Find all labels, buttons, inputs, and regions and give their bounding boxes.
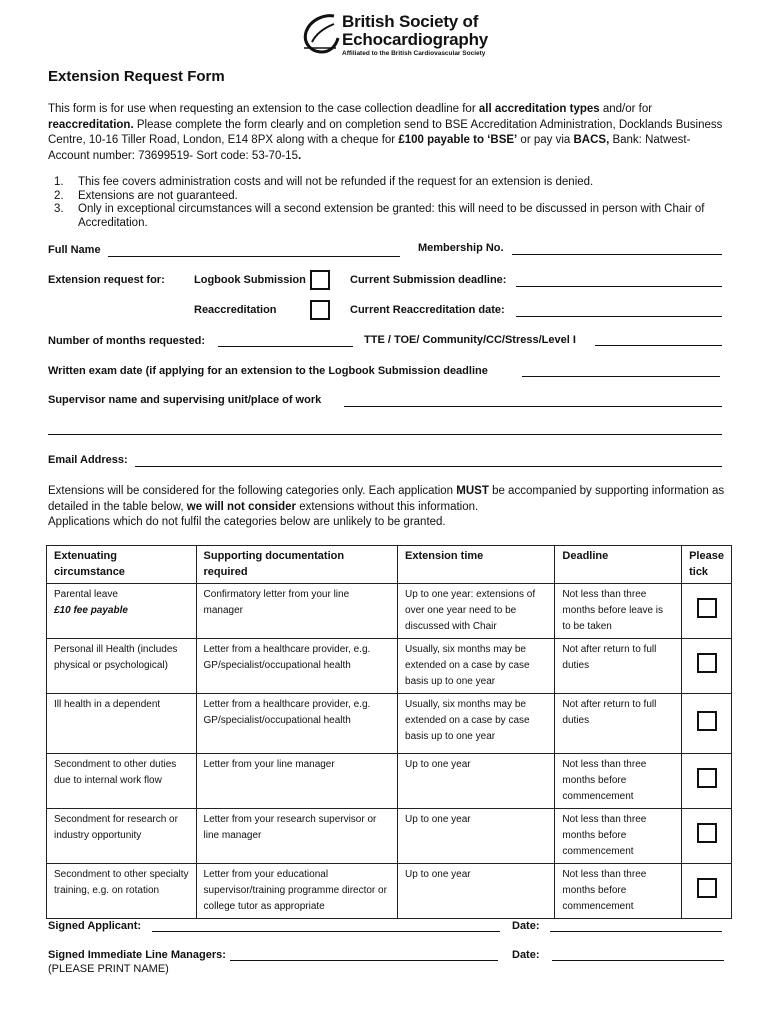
list-item: 3. Only in exceptional circumstances will a second extension be granted: this will need to be discussed in person with Chair of Accreditation. xyxy=(54,203,705,229)
tick-checkbox[interactable] xyxy=(697,823,717,843)
signed-line-managers-label: Signed Immediate Line Managers: xyxy=(48,949,226,961)
cell-documentation: Confirmatory letter from your line manager xyxy=(196,584,398,639)
list-item: 1. This fee covers administration costs and will not be refunded if the request for an extension is denied. xyxy=(54,176,594,188)
cell-circumstance: Secondment to other duties due to internal work flow xyxy=(47,754,197,809)
cell-extension-time: Usually, six months may be extended on a case by case basis up to one year xyxy=(398,694,555,754)
full-name-field[interactable] xyxy=(108,256,400,257)
cell-circumstance: Ill health in a dependent xyxy=(47,694,197,754)
cell-documentation: Letter from your research supervisor or line manager xyxy=(196,809,398,864)
table-row xyxy=(47,864,732,919)
categories-paragraph: Extensions will be considered for the following categories only. Each application MUST be accompanied by supporting information as detailed in the table below, we will not consider extensions without this information. Applications which do not fulfil the categories below are unlikely to be granted. xyxy=(48,485,725,528)
header-circumstance: Extenuating circumstance xyxy=(47,546,197,584)
date2-field[interactable] xyxy=(552,960,724,961)
date2-label: Date: xyxy=(512,949,540,961)
tick-checkbox[interactable] xyxy=(697,711,717,731)
current-submission-deadline-field[interactable] xyxy=(516,286,722,287)
cell-tick xyxy=(682,809,732,864)
cell-circumstance: Parental leave £10 fee payable xyxy=(47,584,197,639)
cell-documentation: Letter from a healthcare provider, e.g. GP/specialist/occupational health xyxy=(196,694,398,754)
header-deadline: Deadline xyxy=(555,546,682,584)
cell-tick xyxy=(682,694,732,754)
conditions-list xyxy=(48,176,728,230)
reaccreditation-checkbox[interactable] xyxy=(310,300,330,320)
table-row xyxy=(47,694,732,754)
extension-for-label: Extension request for: xyxy=(48,274,165,286)
logo-line2: Echocardiography xyxy=(342,30,489,49)
cell-tick xyxy=(682,584,732,639)
current-reaccreditation-date-field[interactable] xyxy=(516,316,722,317)
header-documentation: Supporting documentation required xyxy=(196,546,398,584)
tick-checkbox[interactable] xyxy=(697,598,717,618)
tick-checkbox[interactable] xyxy=(697,768,717,788)
fee-note: £10 fee payable xyxy=(54,605,128,616)
reaccreditation-label: Reaccreditation xyxy=(194,304,277,316)
cell-circumstance: Secondment for research or industry opportunity xyxy=(47,809,197,864)
print-name-note: (PLEASE PRINT NAME) xyxy=(48,963,169,975)
modality-label: TTE / TOE/ Community/CC/Stress/Level I xyxy=(364,334,576,346)
intro-paragraph: This form is for use when requesting an extension to the case collection deadline for all accreditation types and/or for reaccreditation. Please complete the form clearly and on completion send to BSE Accreditation Administration, Docklands Business Centre, 10-16 Tiller Road, London, E14 8PX along with a cheque for £100 payable to ‘BSE’ or pay via BACS, Bank: Natwest- Account number: 73699519- Sort code: 53-70-15. xyxy=(48,103,723,162)
current-submission-deadline-label: Current Submission deadline: xyxy=(350,274,507,286)
cell-deadline: Not less than three months before leave is to be taken xyxy=(555,584,682,639)
cell-deadline: Not after return to full duties xyxy=(555,639,682,694)
supervisor-field[interactable] xyxy=(344,406,722,407)
membership-no-field[interactable] xyxy=(512,254,722,255)
signed-applicant-label: Signed Applicant: xyxy=(48,920,142,932)
cell-deadline: Not less than three months before commencement xyxy=(555,809,682,864)
table-header-row xyxy=(47,546,732,584)
cell-extension-time: Up to one year xyxy=(398,754,555,809)
supervisor-label: Supervisor name and supervising unit/place of work xyxy=(48,394,322,406)
table-row xyxy=(47,754,732,809)
cell-extension-time: Usually, six months may be extended on a case by case basis up to one year xyxy=(398,639,555,694)
months-requested-field[interactable] xyxy=(218,346,353,347)
cell-tick xyxy=(682,754,732,809)
table-row xyxy=(47,639,732,694)
header-please-tick: Please tick xyxy=(682,546,732,584)
form-title: Extension Request Form xyxy=(48,68,225,85)
date1-label: Date: xyxy=(512,920,540,932)
logbook-submission-checkbox[interactable] xyxy=(310,270,330,290)
list-item: 2. Extensions are not guaranteed. xyxy=(54,189,238,202)
tick-checkbox[interactable] xyxy=(697,878,717,898)
written-exam-label: Written exam date (if applying for an extension to the Logbook Submission deadline xyxy=(48,365,488,377)
logbook-submission-label: Logbook Submission xyxy=(194,274,306,286)
logo-line1: British Society of xyxy=(342,12,479,31)
cell-circumstance: Personal ill Health (includes physical or psychological) xyxy=(47,639,197,694)
months-requested-label: Number of months requested: xyxy=(48,335,206,347)
email-label: Email Address: xyxy=(48,454,128,466)
tick-checkbox[interactable] xyxy=(697,653,717,673)
cell-deadline: Not less than three months before commencement xyxy=(555,754,682,809)
cell-circumstance: Secondment to other specialty training, e.g. on rotation xyxy=(47,864,197,919)
cell-documentation: Letter from your educational supervisor/training programme director or college tutor as appropriate xyxy=(196,864,398,919)
cell-extension-time: Up to one year xyxy=(398,809,555,864)
cell-extension-time: Up to one year xyxy=(398,864,555,919)
cell-deadline: Not after return to full duties xyxy=(555,694,682,754)
header-extension-time: Extension time xyxy=(398,546,555,584)
extension-categories-table xyxy=(46,545,732,919)
email-field[interactable] xyxy=(135,466,722,467)
heart-logo-icon xyxy=(300,12,340,56)
bse-logo xyxy=(300,12,489,62)
cell-tick xyxy=(682,639,732,694)
membership-no-label: Membership No. xyxy=(418,242,504,254)
cell-deadline: Not less than three months before commencement xyxy=(555,864,682,919)
cell-tick xyxy=(682,864,732,919)
supervisor-field-line2[interactable] xyxy=(48,434,722,435)
cell-documentation: Letter from a healthcare provider, e.g. GP/specialist/occupational health xyxy=(196,639,398,694)
logo-line3: Affiliated to the British Cardiovascular Society xyxy=(342,50,486,57)
signed-applicant-field[interactable] xyxy=(152,931,500,932)
written-exam-field[interactable] xyxy=(522,376,720,377)
full-name-label: Full Name xyxy=(48,244,101,256)
date1-field[interactable] xyxy=(550,931,722,932)
table-row xyxy=(47,584,732,639)
modality-field[interactable] xyxy=(595,345,722,346)
cell-extension-time: Up to one year: extensions of over one year need to be discussed with Chair xyxy=(398,584,555,639)
current-reaccreditation-date-label: Current Reaccreditation date: xyxy=(350,304,505,316)
signed-line-managers-field[interactable] xyxy=(230,960,498,961)
table-row xyxy=(47,809,732,864)
cell-documentation: Letter from your line manager xyxy=(196,754,398,809)
